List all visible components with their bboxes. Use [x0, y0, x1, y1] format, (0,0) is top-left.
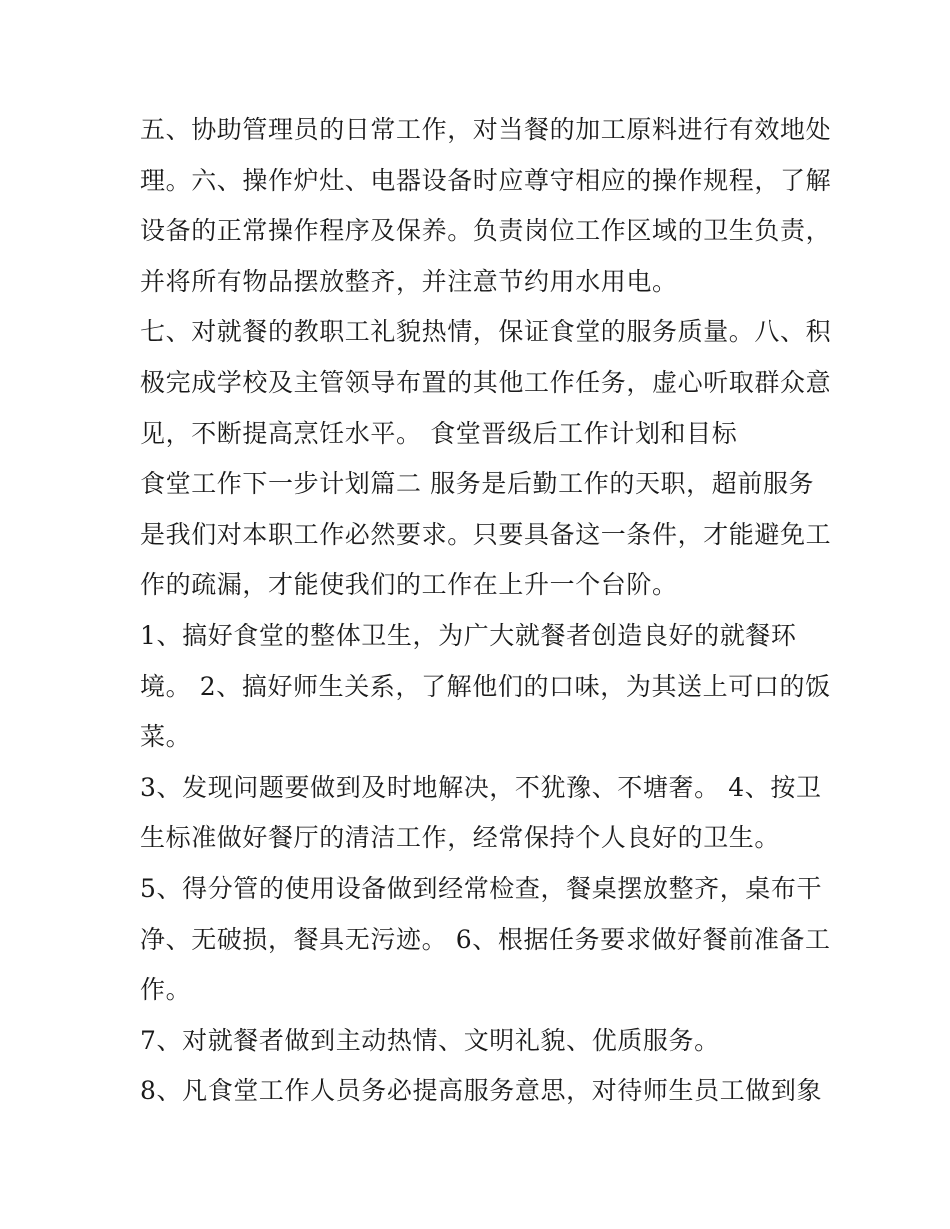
text-line: 生标准做好餐厅的清洁工作，经常保持个人良好的卫生。: [140, 823, 781, 853]
text-line: 作的疏漏，才能使我们的工作在上升一个台阶。: [140, 570, 678, 600]
text-line: 8、凡食堂工作人员务必提高服务意思，对待师生员工做到象: [140, 1076, 823, 1106]
text-line: 境。 2、搞好师生关系，了解他们的口味，为其送上可口的饭: [140, 671, 831, 701]
text-line: 极完成学校及主管领导布置的其他工作任务，虚心听取群众意: [140, 367, 832, 397]
text-line: 是我们对本职工作必然要求。只要具备这一条件，才能避免工: [140, 519, 832, 549]
text-line: 菜。: [140, 722, 192, 752]
document-body: [140, 105, 840, 1117]
text-line: 理。六、操作炉灶、电器设备时应尊守相应的操作规程，了解: [140, 165, 832, 195]
text-line: 七、对就餐的教职工礼貌热情，保证食堂的服务质量。八、积: [140, 317, 832, 347]
text-line: 7、对就餐者做到主动热情、文明礼貌、优质服务。: [140, 1025, 720, 1055]
text-line: 作。: [140, 975, 192, 1005]
text-line: 五、协助管理员的日常工作，对当餐的加工原料进行有效地处: [140, 115, 832, 144]
text-line: 1、搞好食堂的整体卫生，为广大就餐者创造良好的就餐环: [140, 620, 797, 650]
text-line: 设备的正常操作程序及保养。负责岗位工作区域的卫生负责，: [140, 216, 832, 246]
text-line: 3、发现问题要做到及时地解决，不犹豫、不塘奢。 4、按卫: [140, 772, 822, 802]
text-line: 5、得分管的使用设备做到经常检查，餐桌摆放整齐，桌布干: [140, 873, 823, 903]
text-line: 并将所有物品摆放整齐，并注意节约用水用电。: [140, 266, 678, 296]
text-line: 净、无破损，餐具无污迹。 6、根据任务要求做好餐前准备工: [140, 924, 831, 954]
text-line: 食堂工作下一步计划篇二 服务是后勤工作的天职，超前服务: [140, 469, 815, 499]
text-line: 见，不断提高烹饪水平。 食堂晋级后工作计划和目标: [140, 418, 738, 448]
